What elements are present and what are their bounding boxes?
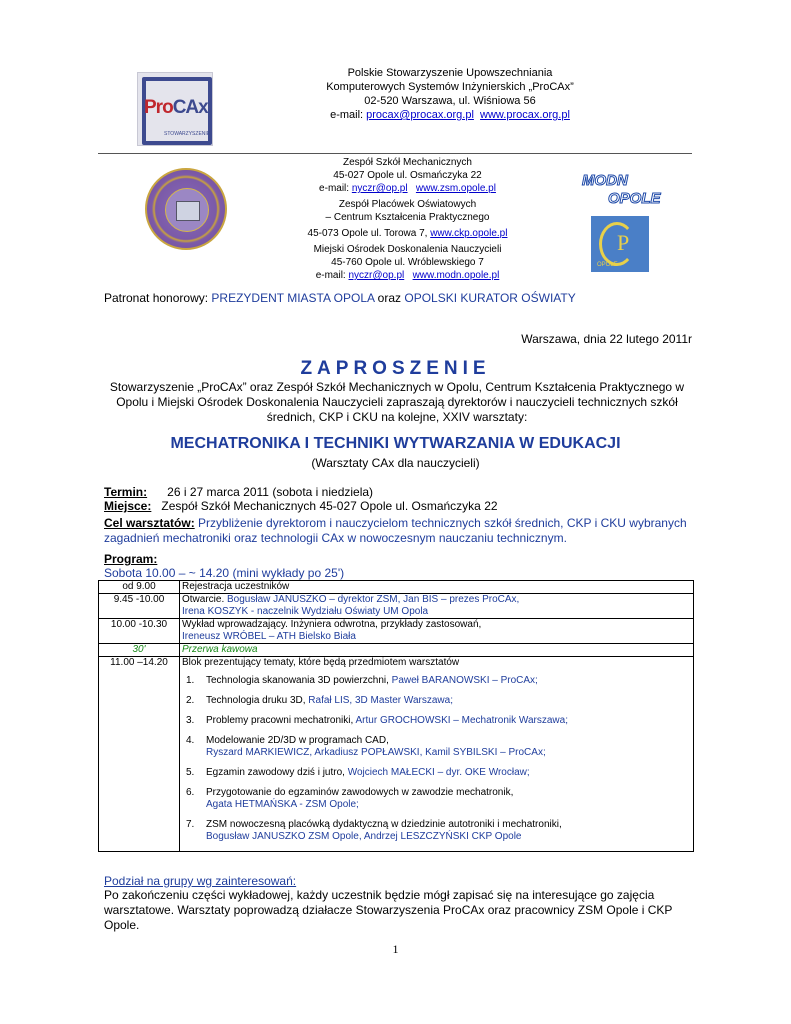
procax-logo: ProCAx STOWARZYSZENIE	[137, 72, 213, 146]
page-number: 1	[392, 942, 399, 956]
list-item: 2. Technologia druku 3D, Rafał LIS, 3D Master Warszawa;	[186, 695, 453, 706]
termin-line: Termin: 26 i 27 marca 2011 (sobota i niedziela)	[104, 485, 374, 499]
modn-address: 45-760 Opole ul. Wróblewskiego 7	[331, 257, 484, 268]
zsm-logo	[145, 168, 227, 250]
modn-logo: MODN OPOLE	[582, 172, 661, 207]
workshop-title: MECHATRONIKA I TECHNIKI WYTWARZANIA W EDUKACJI	[170, 435, 621, 452]
modn-name: Miejski Ośrodek Doskonalenia Nauczycieli	[313, 244, 502, 255]
ckp-name: Zespół Placówek Oświatowych	[338, 199, 477, 210]
document-date: Warszawa, dnia 22 lutego 2011r	[521, 332, 692, 346]
org-name-line2: Komputerowych Systemów Inżynierskich „ProCAx”	[326, 81, 574, 93]
intro-paragraph: Stowarzyszenie „ProCAx” oraz Zespół Szkół Mechanicznych w Opolu, Centrum Kształcenia Praktycznego w Opolu i Miejski Ośrodek Doskonalenia Nauczycieli zapraszają dyrektorów i nauczycieli technicznych szkół średnich, CKP i CKU na kolejne, XXIV warsztaty:	[109, 380, 685, 424]
groups-paragraph: Po zakończeniu części wykładowej, każdy uczestnik będzie mógł zapisać się na interesujące go zajęcia warsztatowe. Warsztaty poprowadzą działacze Stowarzyszenia ProCAx oraz pracownicy ZSM Opole i CKP Opole.	[104, 888, 673, 932]
table-row: 9.45 -10.00 Otwarcie. Bogusław JANUSZKO – dyrektor ZSM, Jan BIS – prezes ProCAx, Irena KOSZYK - naczelnik Wydziału Oświaty UM Opola	[99, 594, 694, 619]
list-item: 7. ZSM nowoczesną placówką dydaktyczną w dziedzinie autotroniki i mechatroniki, Bogusław JANUSZKO ZSM Opole, Andrzej LESZCZYŃSKI CKP Opole	[186, 819, 562, 842]
org-name-line1: Polskie Stowarzyszenie Upowszechniania	[347, 67, 553, 79]
zsm-contact: e-mail: nyczr@op.pl www.zsm.opole.pl	[319, 183, 496, 194]
document-title: ZAPROSZENIE	[300, 358, 491, 379]
list-item: 5. Egzamin zawodowy dziś i jutro, Wojciech MAŁECKI – dyr. OKE Wrocław;	[186, 767, 530, 778]
patronage-line: Patronat honorowy: PREZYDENT MIASTA OPOLA oraz OPOLSKI KURATOR OŚWIATY	[104, 291, 576, 305]
organization-header	[290, 66, 610, 122]
ckp-www-link[interactable]: www.ckp.opole.pl	[430, 228, 508, 239]
zsm-www-link[interactable]: www.zsm.opole.pl	[415, 183, 496, 194]
zsm-name: Zespół Szkół Mechanicznych	[343, 157, 472, 168]
ckp-address: 45-073 Opole ul. Torowa 7, www.ckp.opole.pl	[307, 228, 508, 239]
ckp-logo: P OPOLE	[591, 216, 649, 272]
list-item: 6. Przygotowanie do egzaminów zawodowych w zawodzie mechatronik, Agata HETMAŃSKA - ZSM Opole;	[186, 787, 514, 810]
list-item: 4. Modelowanie 2D/3D w programach CAD, Ryszard MARKIEWICZ, Arkadiusz POPŁAWSKI, Kamil SYBILSKI – ProCAx;	[186, 735, 546, 758]
list-item: 1. Technologia skanowania 3D powierzchni, Paweł BARANOWSKI – ProCAx;	[186, 675, 538, 686]
modn-contact: e-mail: nyczr@op.pl www.modn.opole.pl	[315, 270, 500, 281]
groups-heading: Podział na grupy wg zainteresowań:	[104, 874, 297, 888]
modn-email-link[interactable]: nyczr@op.pl	[348, 270, 405, 281]
zsm-email-link[interactable]: nyczr@op.pl	[351, 183, 408, 194]
table-row: od 9.00 Rejestracja uczestników	[99, 581, 694, 594]
org-www-link[interactable]: www.procax.org.pl	[480, 109, 570, 121]
table-row: 10.00 -10.30 Wykład wprowadzający. Inżyniera odwrotna, przykłady zastosowań, Ireneusz WRÓBEL – ATH Bielsko Biała	[99, 619, 694, 644]
miejsce-line: Miejsce: Zespół Szkół Mechanicznych 45-027 Opole ul. Osmańczyka 22	[104, 499, 498, 513]
modn-www-link[interactable]: www.modn.opole.pl	[412, 270, 500, 281]
program-heading: Program:	[104, 552, 158, 566]
program-table	[98, 580, 694, 852]
header-divider	[98, 153, 692, 154]
list-item: 3. Problemy pracowni mechatroniki, Artur GROCHOWSKI – Mechatronik Warszawa;	[186, 715, 568, 726]
org-address: 02-520 Warszawa, ul. Wiśniowa 56	[364, 95, 536, 107]
ckp-name-2: – Centrum Kształcenia Praktycznego	[325, 212, 490, 223]
saturday-schedule: Sobota 10.00 – ~ 14.20 (mini wykłady po 25')	[104, 566, 345, 580]
workshop-subtitle: (Warsztaty CAx dla nauczycieli)	[311, 456, 480, 470]
table-row: 30' Przerwa kawowa	[99, 644, 694, 657]
presentation-list	[182, 675, 691, 843]
org-email-link[interactable]: procax@procax.org.pl	[366, 109, 474, 121]
table-row: 11.00 –14.20 Blok prezentujący tematy, które będą przedmiotem warsztatów 1. Technologia skanowania 3D powierzchni, Paweł BARANOWSKI – ProCAx; 2. Technologia druku 3D, Rafał LIS, 3D Master Warszawa; 3. Problemy pracowni mechatroniki, Artur GROCHOWSKI – Mechatronik Warszawa; 4. Modelowanie 2D/3D w programach CAD, Ryszard MARKIEWICZ, Arkadiusz POPŁAWSKI, Kamil SYBILSKI – ProCAx; 5. Egzamin zawodowy dziś i jutro, Wojciech MAŁECKI – dyr. OKE Wrocław; 6. Przygotowanie do egzaminów zawodowych w zawodzie mechatronik, Agata HETMAŃSKA - ZSM Opole; 7. ZSM nowoczesną placówką dydaktyczną w dziedzinie autotroniki i mechatroniki, Bogusław JANUSZKO ZSM Opole, Andrzej LESZCZYŃSKI CKP Opole	[99, 657, 694, 852]
goal-paragraph: Cel warsztatów: Przybliżenie dyrektorom i nauczycielom technicznych szkół średnich, CKP i CKU wybranych zagadnień mechatroniki oraz technologii CAx w nowoczesnym nauczaniu technicznym.	[104, 516, 687, 545]
org-contact: e-mail: procax@procax.org.pl www.procax.org.pl	[330, 109, 570, 121]
institutions-block	[280, 156, 535, 282]
zsm-address: 45-027 Opole ul. Osmańczyka 22	[333, 170, 482, 181]
